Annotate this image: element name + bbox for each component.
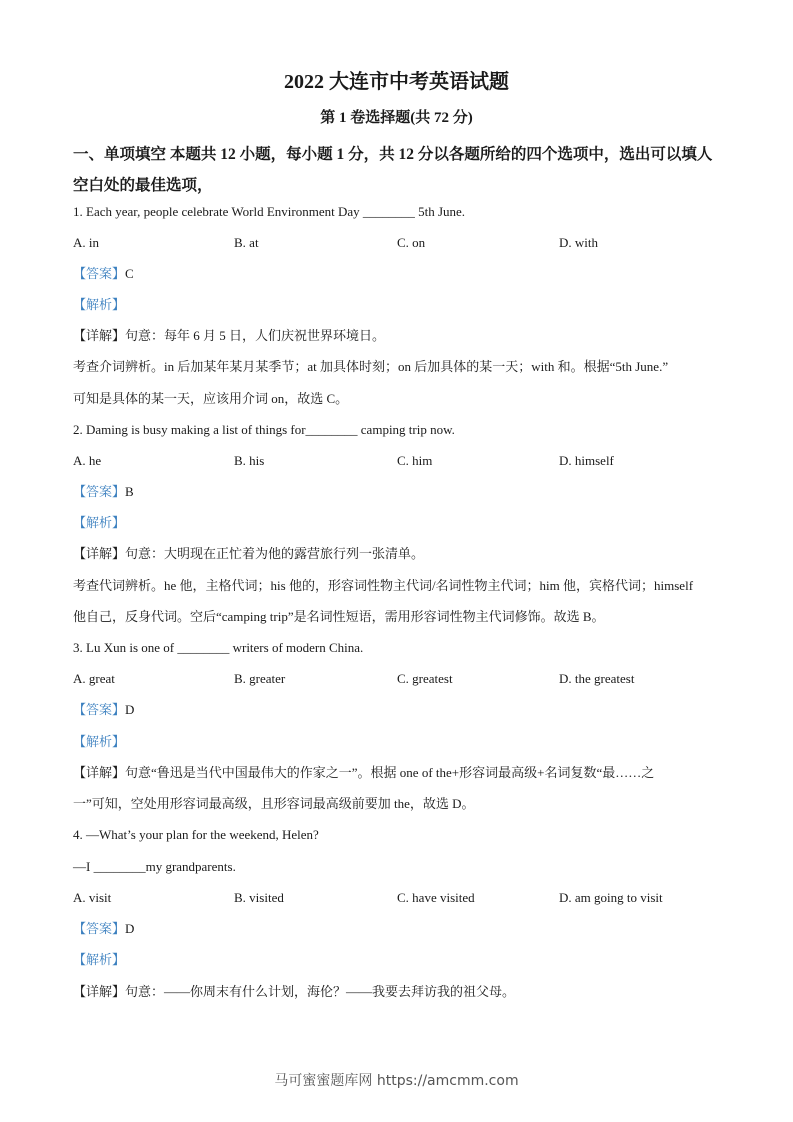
question-2-detail-1: [73, 544, 728, 564]
option-b: B. visited: [234, 890, 284, 905]
option-a: A. in: [73, 235, 99, 250]
question-3-answer: [73, 700, 728, 720]
answer-tag: 【答案】: [73, 266, 126, 281]
exam-title: 2022 大连市中考英语试题: [284, 71, 509, 93]
detail-tag: 【详解】: [73, 765, 126, 780]
section-heading: 一、单项填空 本题共 12 小题，每小题 1 分，共 12 分以各题所给的四个选项中，选出可以填人空白处的最佳选项，: [73, 146, 713, 194]
question-1-stem: 1. Each year, people celebrate World Environment Day ________ 5th June.: [73, 204, 466, 219]
option-a: A. he: [73, 453, 102, 468]
detail-tag: 【详解】: [73, 984, 126, 999]
detail-text: 句意：每年 6 月 5 日，人们庆祝世界环境日。: [125, 328, 386, 343]
question-4-stem-2: —I ________my grandparents.: [73, 859, 236, 874]
option-c: C. on: [397, 235, 426, 250]
question-2-analysis: [73, 513, 728, 533]
question-1-detail-3: 可知是具体的某一天，应该用介词 on，故选 C。: [73, 391, 349, 406]
detail-text: 句意：——你周末有什么计划，海伦？——我要去拜访我的祖父母。: [125, 984, 516, 999]
question-1-answer: [73, 264, 728, 284]
answer-value: C: [125, 266, 134, 281]
question-4-stem-1: 4. —What’s your plan for the weekend, Helen?: [73, 827, 319, 842]
question-3-detail-1: [73, 763, 728, 783]
question-2-detail-2: 考查代词辨析。he 他，主格代词；his 他的，形容词性物主代词/名词性物主代词；him 他，宾格代词；himself: [73, 578, 694, 593]
analysis-tag: 【解析】: [73, 734, 126, 749]
option-d: D. with: [559, 235, 598, 250]
question-4-detail-1: [73, 982, 728, 1002]
option-b: B. at: [234, 235, 259, 250]
option-c: C. greatest: [397, 671, 453, 686]
question-3-stem: 3. Lu Xun is one of ________ writers of modern China.: [73, 640, 364, 655]
question-1-analysis: [73, 295, 728, 315]
option-c: C. him: [397, 453, 433, 468]
question-1-detail-1: [73, 326, 728, 346]
detail-text: 句意：大明现在正忙着为他的露营旅行列一张清单。: [125, 546, 425, 561]
option-b: B. his: [234, 453, 265, 468]
question-3-detail-2: 一”可知，空处用形容词最高级，且形容词最高级前要加 the，故选 D。: [73, 796, 475, 811]
question-4-analysis: [73, 950, 728, 970]
question-4-answer: [73, 919, 728, 939]
detail-tag: 【详解】: [73, 328, 126, 343]
option-b: B. greater: [234, 671, 286, 686]
analysis-tag: 【解析】: [73, 952, 126, 967]
exam-subtitle: 第 1 卷选择题(共 72 分): [320, 110, 473, 126]
answer-value: D: [125, 921, 135, 936]
question-3-analysis: [73, 732, 728, 752]
answer-value: D: [125, 702, 135, 717]
option-d: D. himself: [559, 453, 614, 468]
option-d: D. am going to visit: [559, 890, 663, 905]
answer-tag: 【答案】: [73, 702, 126, 717]
question-2-detail-3: 他自己，反身代词。空后“camping trip”是名词性短语，需用形容词性物主代词修饰。故选 B。: [73, 609, 605, 624]
option-d: D. the greatest: [559, 671, 635, 686]
question-2-answer: [73, 482, 728, 502]
answer-tag: 【答案】: [73, 921, 126, 936]
option-c: C. have visited: [397, 890, 475, 905]
analysis-tag: 【解析】: [73, 515, 126, 530]
detail-text: 句意“鲁迅是当代中国最伟大的作家之一”。根据 one of the+形容词最高级+名词复数“最……之: [125, 765, 655, 780]
option-a: A. great: [73, 671, 115, 686]
detail-tag: 【详解】: [73, 546, 126, 561]
question-1-detail-2: 考查介词辨析。in 后加某年某月某季节；at 加具体时刻；on 后加具体的某一天；with 和。根据“5th June.”: [73, 359, 669, 374]
site-footer: 马可蜜蜜题库网 https://amcmm.com: [274, 1073, 519, 1089]
answer-value: B: [125, 484, 134, 499]
option-a: A. visit: [73, 890, 112, 905]
analysis-tag: 【解析】: [73, 297, 126, 312]
question-2-stem: 2. Daming is busy making a list of things for________ camping trip now.: [73, 422, 455, 437]
answer-tag: 【答案】: [73, 484, 126, 499]
